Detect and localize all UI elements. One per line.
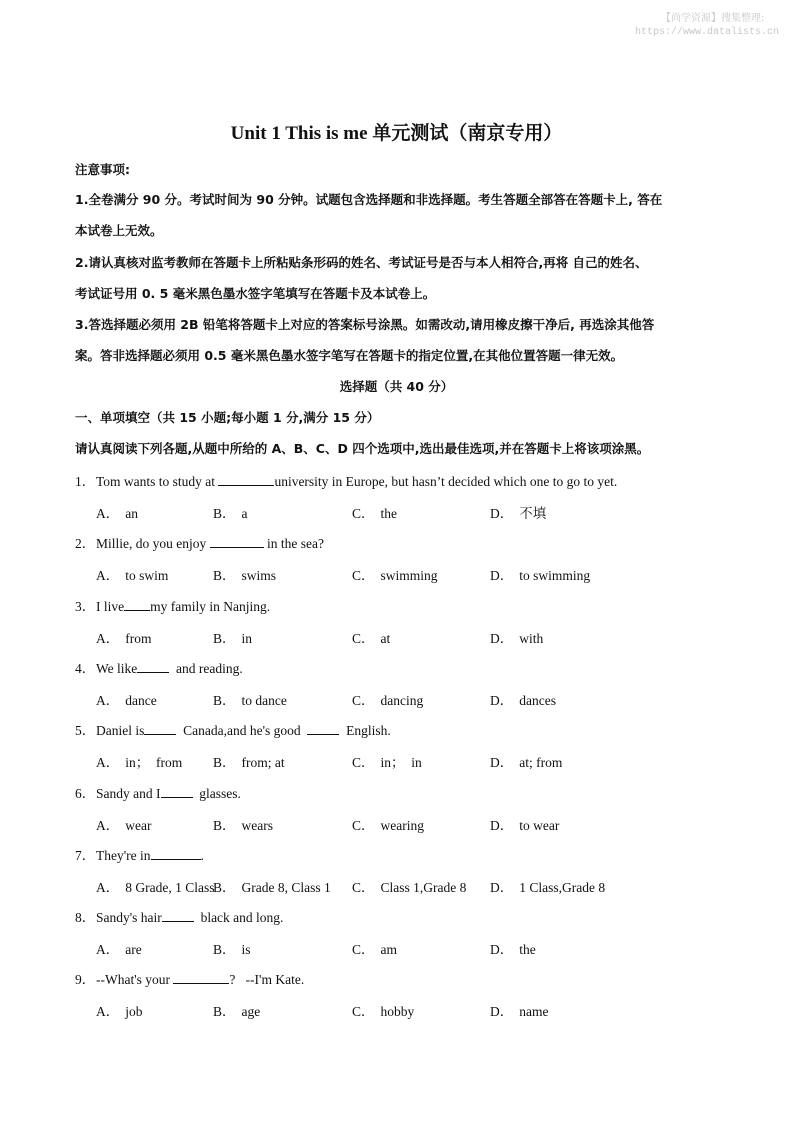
option-text: Class 1,Grade 8	[380, 880, 467, 895]
notice-line-1: 1.全卷满分 90 分。考试时间为 90 分钟。试题包含选择题和非选择题。考生答题全部答在答题卡上, 答在	[75, 192, 663, 207]
option-c[interactable]	[352, 814, 424, 834]
question-text: and reading.	[169, 661, 243, 676]
section-title: 选择题（共 40 分）	[339, 379, 454, 394]
option-d[interactable]	[490, 564, 590, 584]
question-number: 8．	[75, 910, 96, 925]
question-text: I live	[96, 599, 125, 614]
option-a[interactable]	[96, 627, 152, 647]
answer-blank[interactable]	[218, 474, 274, 486]
option-label: D．	[490, 942, 514, 957]
option-text: at	[380, 631, 391, 646]
option-d[interactable]	[490, 751, 562, 771]
option-text: wears	[241, 818, 273, 833]
option-text: with	[519, 631, 544, 646]
option-text: to swimming	[519, 568, 591, 583]
question-number: 2．	[75, 536, 96, 551]
notice-line-2: 本试卷上无效。	[75, 223, 163, 238]
option-text: am	[380, 942, 398, 957]
answer-blank[interactable]	[151, 848, 201, 860]
question-1	[75, 470, 617, 490]
question-number: 6．	[75, 786, 96, 801]
option-label: D．	[490, 755, 514, 770]
question-text: my family in Nanjing.	[150, 599, 271, 614]
option-label: B．	[213, 818, 236, 833]
option-label: C．	[352, 1004, 375, 1019]
option-d[interactable]	[490, 1000, 549, 1020]
question-text: We like	[96, 661, 138, 676]
question-5	[75, 719, 391, 739]
option-text: the	[519, 942, 536, 957]
notice-line-4: 考试证号用 0. 5 毫米黑色墨水签字笔填写在答题卡及本试卷上。	[75, 286, 436, 301]
option-text: a	[241, 506, 248, 521]
options-row	[96, 938, 696, 956]
question-text: Daniel is	[96, 723, 145, 738]
option-label: A．	[96, 1004, 120, 1019]
question-text: black and long.	[193, 910, 284, 925]
option-b[interactable]	[213, 564, 276, 584]
option-b[interactable]	[213, 814, 273, 834]
question-8	[75, 906, 283, 926]
options-row	[96, 814, 696, 832]
option-text: are	[125, 942, 142, 957]
part-title: 一、单项填空（共 15 小题;每小题 1 分,满分 15 分）	[75, 410, 380, 425]
option-label: D．	[490, 1004, 514, 1019]
option-text: from	[125, 631, 152, 646]
question-text: Tom wants to study at	[96, 474, 219, 489]
option-label: B．	[213, 506, 236, 521]
option-d[interactable]	[490, 689, 556, 709]
option-c[interactable]	[352, 876, 466, 896]
option-text: 不填	[519, 506, 547, 521]
question-text: --What's your	[96, 972, 174, 987]
option-a[interactable]	[96, 689, 157, 709]
notice-line-6: 案。答非选择题必须用 0.5 毫米黑色墨水签字笔写在答题卡的指定位置,在其他位置答题一律无效。	[75, 348, 624, 363]
question-text: Canada,and he's good	[176, 723, 308, 738]
option-label: B．	[213, 942, 236, 957]
option-label: A．	[96, 755, 120, 770]
option-b[interactable]	[213, 689, 287, 709]
option-c[interactable]	[352, 627, 390, 647]
option-text: hobby	[380, 1004, 415, 1019]
option-label: B．	[213, 755, 236, 770]
option-text: name	[519, 1004, 549, 1019]
notice-heading: 注意事项:	[75, 162, 130, 177]
option-label: C．	[352, 506, 375, 521]
option-label: C．	[352, 755, 375, 770]
option-label: B．	[213, 631, 236, 646]
option-b[interactable]	[213, 627, 252, 647]
option-d[interactable]	[490, 502, 546, 522]
option-label: C．	[352, 818, 375, 833]
notice-line-3: 2.请认真核对监考教师在答题卡上所粘贴条形码的姓名、考试证号是否与本人相符合,再将 自己的姓名、	[75, 255, 648, 270]
option-text: from; at	[241, 755, 285, 770]
question-7	[75, 844, 204, 864]
option-a[interactable]	[96, 876, 214, 896]
option-b[interactable]	[213, 938, 251, 958]
watermark-url: https://www.datalists.cn	[634, 27, 779, 38]
option-label: A．	[96, 506, 120, 521]
answer-blank[interactable]	[173, 972, 229, 984]
question-number: 5．	[75, 723, 96, 738]
option-text: in； in	[380, 755, 422, 770]
question-number: 1．	[75, 474, 96, 489]
option-label: A．	[96, 818, 120, 833]
answer-blank[interactable]	[161, 786, 193, 798]
question-3	[75, 595, 270, 615]
option-a[interactable]	[96, 814, 151, 834]
answer-blank[interactable]	[162, 910, 194, 922]
question-number: 7．	[75, 848, 96, 863]
option-label: B．	[213, 1004, 236, 1019]
option-text: swims	[241, 568, 277, 583]
option-label: D．	[490, 693, 514, 708]
option-text: 1 Class,Grade 8	[519, 880, 606, 895]
option-text: 8 Grade, 1 Class	[125, 880, 215, 895]
option-label: C．	[352, 880, 375, 895]
question-text: Sandy's hair	[96, 910, 162, 925]
option-text: to dance	[241, 693, 287, 708]
notice-line-5: 3.答选择题必须用 2B 铅笔将答题卡上对应的答案标号涂黑。如需改动,请用橡皮擦干净后, 再选涂其他答	[75, 317, 655, 332]
question-text: university in Europe, but hasn’t decided which one to go to yet.	[274, 474, 618, 489]
question-number: 3．	[75, 599, 96, 614]
option-label: A．	[96, 693, 120, 708]
question-text: .	[200, 848, 204, 863]
option-text: to swim	[125, 568, 169, 583]
question-text: ? --I'm Kate.	[229, 972, 305, 987]
option-c[interactable]	[352, 502, 397, 522]
question-2	[75, 532, 324, 552]
option-text: at; from	[519, 755, 563, 770]
option-b[interactable]	[213, 502, 248, 522]
option-text: in	[241, 631, 253, 646]
option-label: D．	[490, 631, 514, 646]
option-label: D．	[490, 818, 514, 833]
option-a[interactable]	[96, 938, 142, 958]
option-d[interactable]	[490, 814, 559, 834]
question-text: Millie, do you enjoy	[96, 536, 210, 551]
instruction: 请认真阅读下列各题,从题中所给的 A、B、C、D 四个选项中,选出最佳选项,并在答题卡上将该项涂黑。	[75, 441, 650, 456]
option-text: dances	[519, 693, 556, 708]
answer-blank[interactable]	[144, 723, 176, 735]
question-9	[75, 968, 304, 988]
option-text: in； from	[125, 755, 183, 770]
option-text: wear	[125, 818, 152, 833]
option-b[interactable]	[213, 876, 331, 896]
option-label: B．	[213, 693, 236, 708]
option-label: C．	[352, 568, 375, 583]
question-text: Sandy and I	[96, 786, 161, 801]
option-text: is	[241, 942, 251, 957]
option-text: to wear	[519, 818, 560, 833]
option-label: C．	[352, 693, 375, 708]
answer-blank[interactable]	[124, 599, 150, 611]
options-row	[96, 1000, 696, 1018]
options-row	[96, 627, 696, 645]
answer-blank[interactable]	[137, 661, 169, 673]
question-number: 9．	[75, 972, 96, 987]
question-text: They're in	[96, 848, 151, 863]
watermark-source: 【尚学资源】搜集整理:	[660, 13, 765, 24]
option-text: Grade 8, Class 1	[241, 880, 331, 895]
question-number: 4．	[75, 661, 96, 676]
watermark	[635, 12, 779, 40]
question-4	[75, 657, 243, 677]
option-text: age	[241, 1004, 261, 1019]
page-title: Unit 1 This is me 单元测试（南京专用）	[230, 123, 563, 144]
options-row	[96, 689, 696, 707]
options-row	[96, 876, 696, 894]
option-label: A．	[96, 880, 120, 895]
option-b[interactable]	[213, 751, 285, 771]
option-d[interactable]	[490, 876, 605, 896]
answer-blank[interactable]	[307, 723, 339, 735]
option-text: dance	[125, 693, 157, 708]
option-text: swimming	[380, 568, 438, 583]
option-a[interactable]	[96, 751, 182, 771]
option-c[interactable]	[352, 564, 438, 584]
option-text: dancing	[380, 693, 424, 708]
option-c[interactable]	[352, 689, 423, 709]
option-c[interactable]	[352, 1000, 414, 1020]
option-label: B．	[213, 880, 236, 895]
options-row	[96, 751, 696, 769]
option-text: the	[380, 506, 398, 521]
question-6	[75, 782, 241, 802]
option-b[interactable]	[213, 1000, 260, 1020]
option-label: A．	[96, 568, 120, 583]
option-label: B．	[213, 568, 236, 583]
option-label: D．	[490, 880, 514, 895]
option-d[interactable]	[490, 627, 543, 647]
option-label: D．	[490, 506, 514, 521]
option-text: job	[125, 1004, 143, 1019]
option-label: C．	[352, 942, 375, 957]
options-row	[96, 564, 696, 582]
option-label: D．	[490, 568, 514, 583]
option-text: an	[125, 506, 138, 521]
option-text: wearing	[380, 818, 424, 833]
option-c[interactable]	[352, 751, 422, 771]
question-text: glasses.	[192, 786, 241, 801]
option-a[interactable]	[96, 502, 138, 522]
option-label: A．	[96, 942, 120, 957]
option-label: C．	[352, 631, 375, 646]
answer-blank[interactable]	[210, 536, 264, 548]
option-a[interactable]	[96, 1000, 143, 1020]
options-row	[96, 502, 696, 520]
question-text: in the sea?	[263, 536, 324, 551]
option-c[interactable]	[352, 938, 397, 958]
question-text: English.	[339, 723, 391, 738]
option-a[interactable]	[96, 564, 168, 584]
option-label: A．	[96, 631, 120, 646]
option-d[interactable]	[490, 938, 536, 958]
